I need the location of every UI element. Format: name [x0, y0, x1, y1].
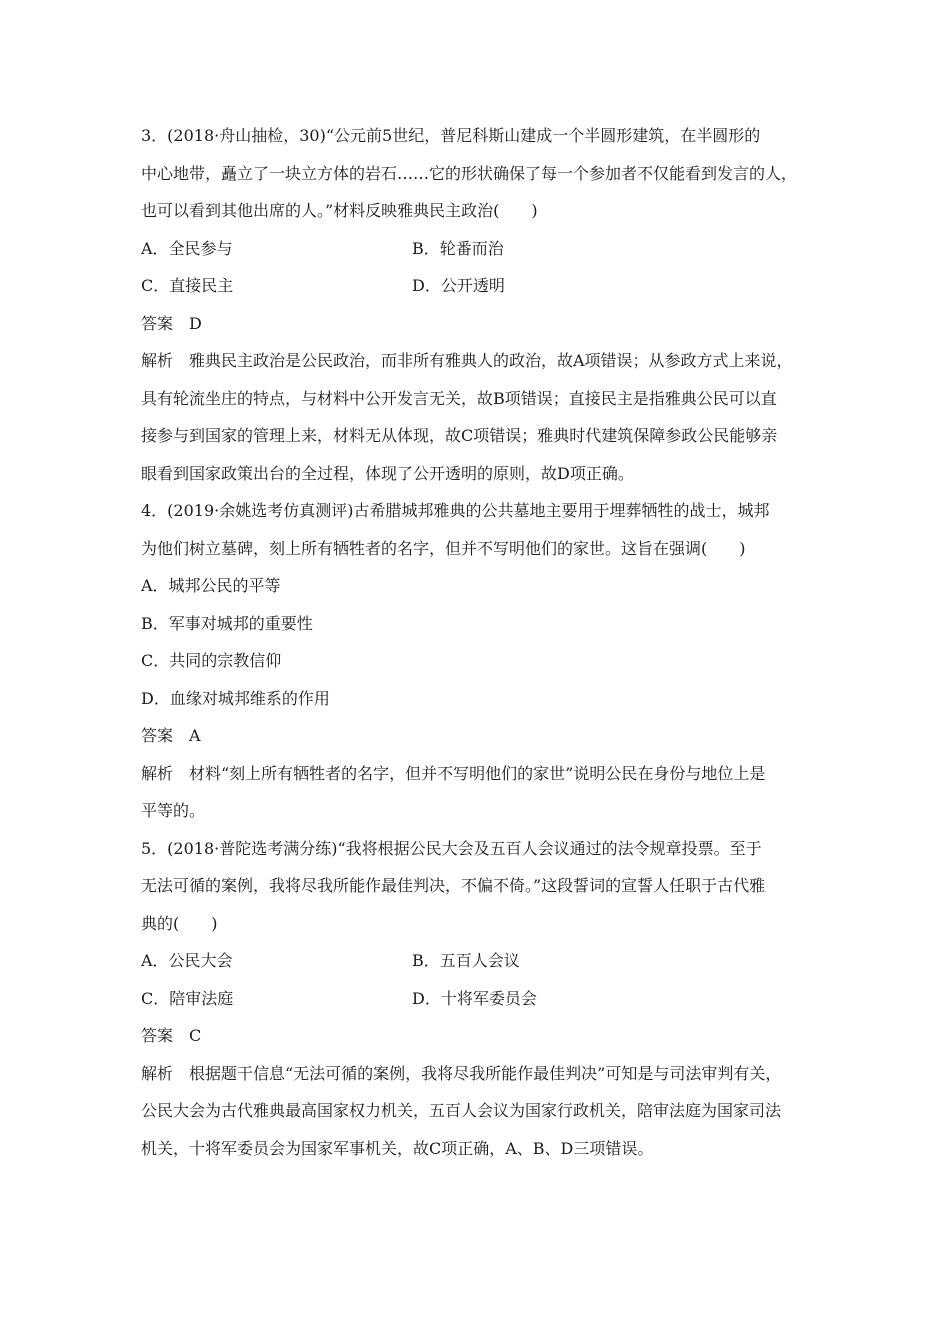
answer-line: 答案 A [141, 726, 201, 745]
option-c: C．直接民主 [141, 276, 234, 295]
question-stem-line: 也可以看到其他出席的人。”材料反映雅典民主政治( ) [141, 201, 538, 220]
question-4 [141, 492, 813, 830]
question-3 [141, 117, 813, 492]
option-a: A．城邦公民的平等 [141, 576, 281, 595]
analysis-line: 解析 雅典民主政治是公民政治，而非所有雅典人的政治，故A项错误；从参政方式上来说， [141, 351, 793, 370]
question-stem-line: 无法可循的案例，我将尽我所能作最佳判决，不偏不倚。”这段誓词的宣誓人任职于古代雅 [141, 876, 766, 895]
answer-line: 答案 D [141, 313, 202, 333]
question-stem-line: 中心地带，矗立了一块立方体的岩石……它的形状确保了每一个参加者不仅能看到发言的人， [141, 163, 798, 183]
question-stem-line: 典的( ) [141, 913, 218, 933]
options-row [141, 230, 813, 268]
question-stem-line: 3．(2018·舟山抽检，30)“公元前5世纪，普尼科斯山建成一个半圆形建筑，在半圆形的 [141, 126, 761, 145]
analysis-line: 平等的。 [141, 801, 206, 820]
question-stem-line: 4．(2019·余姚选考仿真测评)古希腊城邦雅典的公共墓地主要用于埋葬牺牲的战士，城邦 [141, 501, 770, 520]
question-stem-line: 为他们树立墓碑，刻上所有牺牲者的名字，但并不写明他们的家世。这旨在强调( ) [141, 538, 746, 558]
analysis-line: 具有轮流坐庄的特点，与材料中公开发言无关，故B项错误；直接民主是指雅典公民可以直 [141, 388, 777, 408]
option-a: A．全民参与 [141, 238, 233, 258]
option-a: A．公民大会 [141, 951, 233, 970]
document-page [141, 117, 813, 1167]
option-d: D．血缘对城邦维系的作用 [141, 688, 330, 708]
options-row [141, 980, 813, 1018]
option-b: B．轮番而治 [412, 238, 504, 258]
analysis-line: 接参与到国家的管理上来，材料无从体现，故C项错误；雅典时代建筑保障参政公民能够亲 [141, 426, 778, 445]
analysis-line: 解析 根据题干信息“无法可循的案例，我将尽我所能作最佳判决”可知是与司法审判有关， [141, 1063, 782, 1083]
option-d: D．十将军委员会 [412, 988, 537, 1008]
question-stem-line: 5．(2018·普陀选考满分练)“我将根据公民大会及五百人会议通过的法令规章投票。至于 [141, 838, 762, 858]
analysis-line: 解析 材料“刻上所有牺牲者的名字，但并不写明他们的家世”说明公民在身份与地位上是 [141, 763, 766, 783]
analysis-line: 公民大会为古代雅典最高国家权力机关，五百人会议为国家行政机关，陪审法庭为国家司法 [141, 1101, 782, 1120]
option-c: C．共同的宗教信仰 [141, 651, 282, 670]
options-row [141, 267, 813, 305]
analysis-line: 眼看到国家政策出台的全过程，体现了公开透明的原则，故D项正确。 [141, 463, 634, 483]
option-d: D．公开透明 [412, 276, 505, 295]
option-b: B．五百人会议 [412, 951, 520, 970]
options-row [141, 942, 813, 980]
question-5 [141, 830, 813, 1168]
option-c: C．陪审法庭 [141, 988, 234, 1008]
option-b: B．军事对城邦的重要性 [141, 613, 313, 633]
analysis-line: 机关，十将军委员会为国家军事机关，故C项正确，A、B、D三项错误。 [141, 1138, 654, 1158]
answer-line: 答案 C [141, 1026, 202, 1045]
